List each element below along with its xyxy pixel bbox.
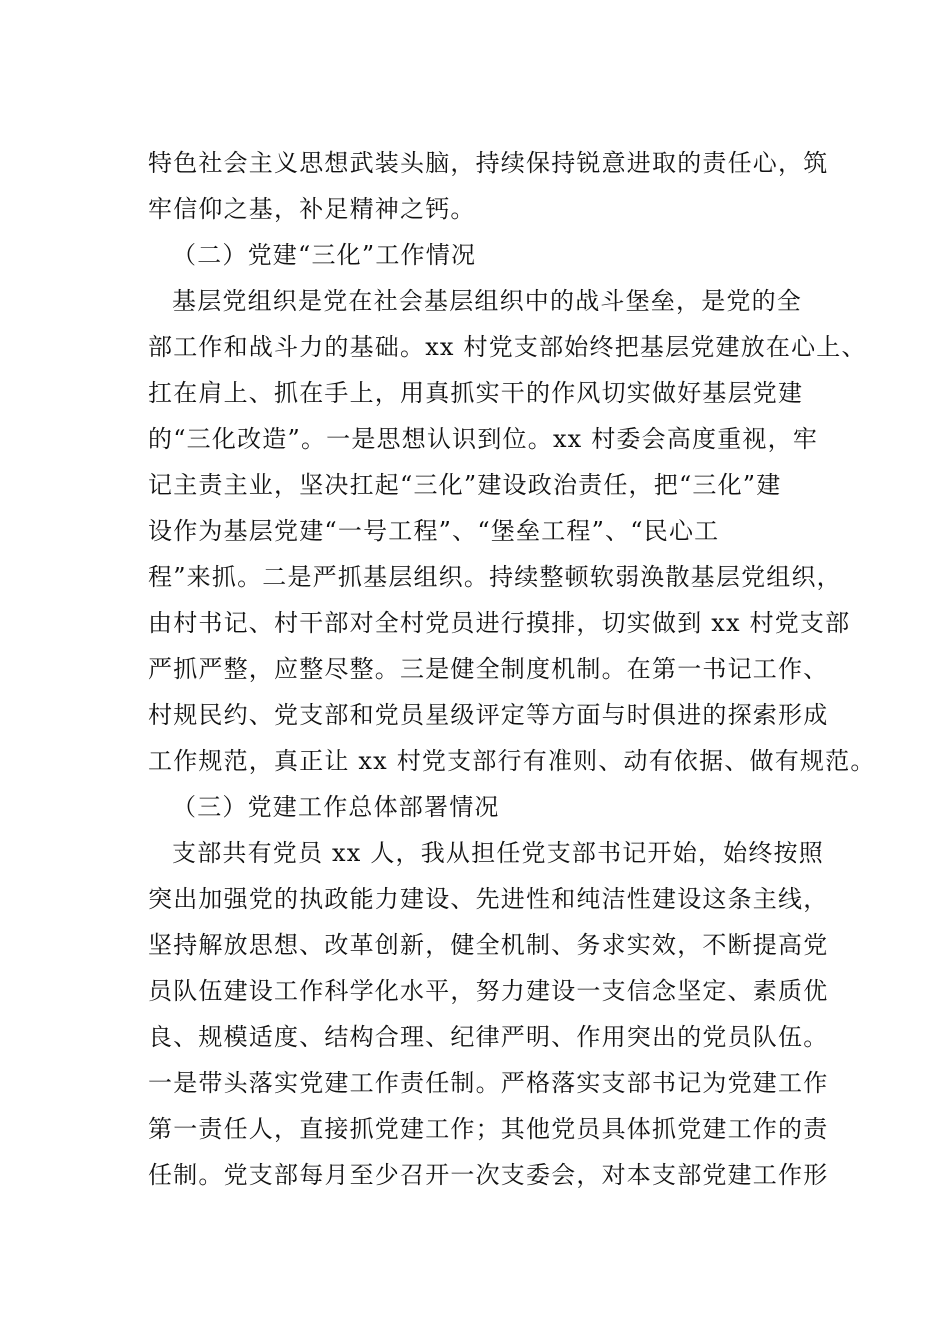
paragraph-line: 设作为基层党建“一号工程”、“堡垒工程”、“民心工 [148, 517, 720, 545]
paragraph-line: 程”来抓。二是严抓基层组织。持续整顿软弱涣散基层党组织， [148, 563, 842, 591]
paragraph-line: 由村书记、村干部对全村党员进行摸排，切实做到 xx 村党支部 [148, 609, 851, 637]
paragraph-line: 牢信仰之基，补足精神之钙。 [148, 195, 476, 223]
paragraph-line: 严抓严整，应整尽整。三是健全制度机制。在第一书记工作、 [148, 655, 829, 683]
paragraph-line: 的“三化改造”。一是思想认识到位。xx 村委会高度重视，牢 [148, 425, 819, 453]
paragraph-line: 员队伍建设工作科学化水平，努力建设一支信念坚定、素质优 [148, 977, 829, 1005]
section-heading-3: （三）党建工作总体部署情况 [172, 793, 500, 821]
paragraph-line: 记主责主业，坚决扛起“三化”建设政治责任，把“三化”建 [148, 471, 782, 499]
paragraph-line: 工作规范，真正让 xx 村党支部行有准则、动有依据、做有规范。 [148, 747, 876, 775]
paragraph-line: 突出加强党的执政能力建设、先进性和纯洁性建设这条主线， [148, 885, 829, 913]
paragraph-line: 坚持解放思想、改革创新，健全机制、务求实效，不断提高党 [148, 931, 829, 959]
paragraph-line: 良、规模适度、结构合理、纪律严明、作用突出的党员队伍。 [148, 1023, 829, 1051]
paragraph-line: 一是带头落实党建工作责任制。严格落实支部书记为党建工作 [148, 1069, 829, 1097]
paragraph-line: 任制。党支部每月至少召开一次支委会，对本支部党建工作形 [148, 1161, 829, 1189]
paragraph-line: 基层党组织是党在社会基层组织中的战斗堡垒，是党的全 [172, 287, 802, 315]
paragraph-line: 第一责任人，直接抓党建工作；其他党员具体抓党建工作的责 [148, 1115, 829, 1143]
section-heading-2: （二）党建“三化”工作情况 [172, 241, 477, 269]
paragraph-line: 部工作和战斗力的基础。xx 村党支部始终把基层党建放在心上、 [148, 333, 867, 361]
paragraph-line: 扛在肩上、抓在手上，用真抓实干的作风切实做好基层党建 [148, 379, 804, 407]
paragraph-line: 村规民约、党支部和党员星级评定等方面与时俱进的探索形成 [148, 701, 829, 729]
paragraph-line: 特色社会主义思想武装头脑，持续保持锐意进取的责任心，筑 [148, 149, 829, 177]
paragraph-line: 支部共有党员 xx 人，我从担任党支部书记开始，始终按照 [172, 839, 824, 867]
